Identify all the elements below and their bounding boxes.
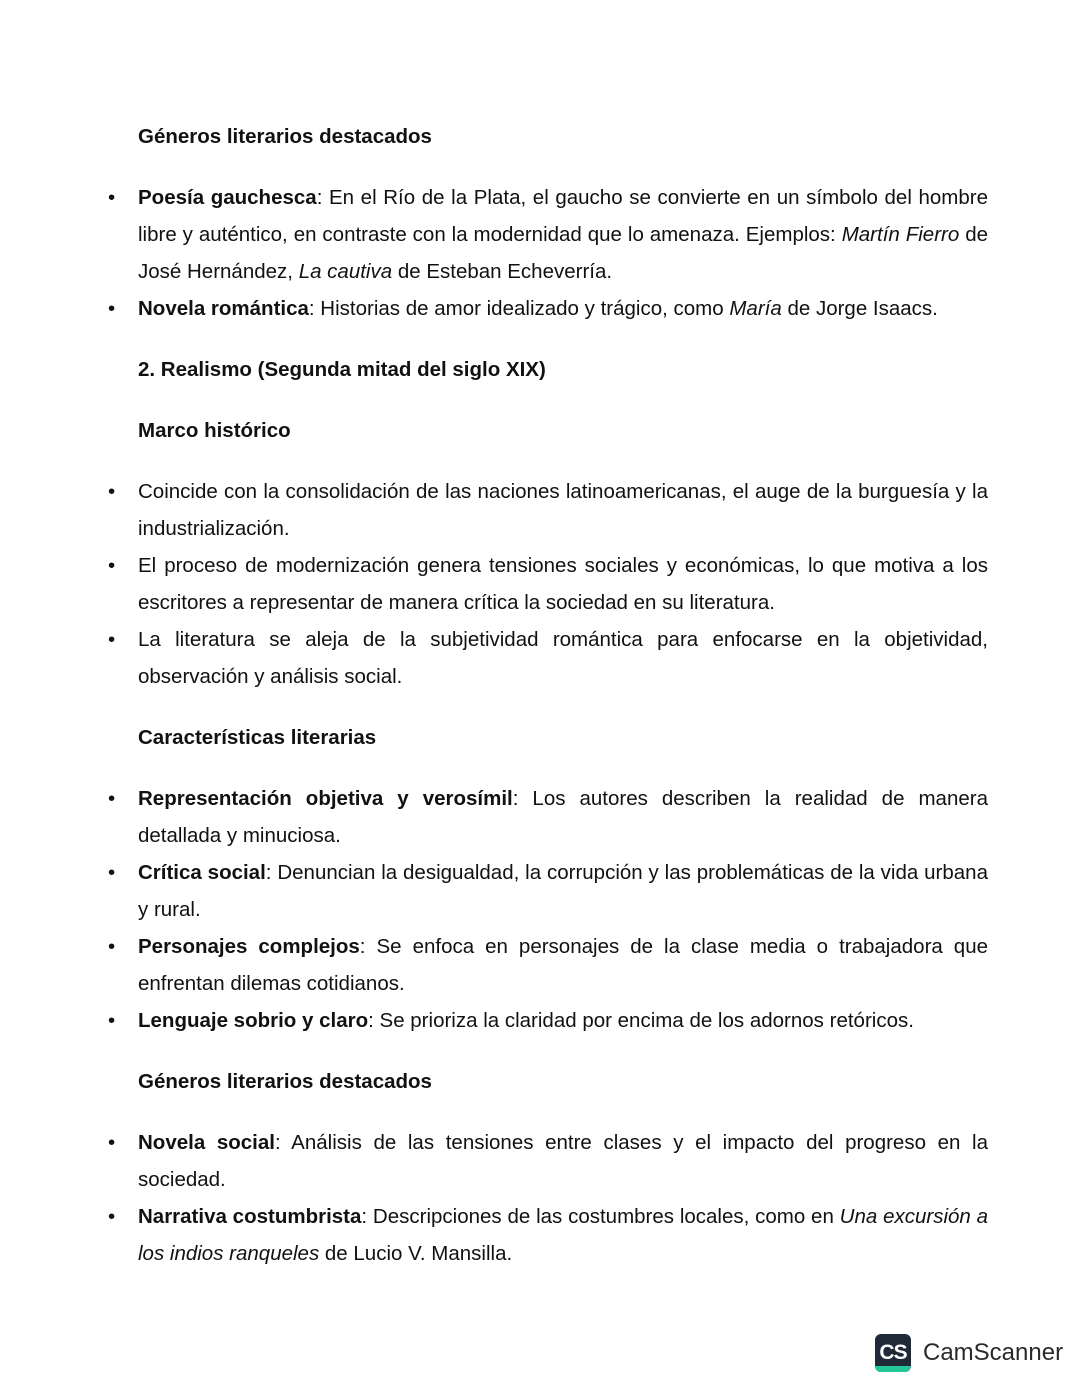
item-text: de José Hernández, [138, 223, 989, 283]
item-term: Narrativa costumbrista [138, 1205, 362, 1228]
list-item [108, 547, 988, 621]
item-text: de Esteban Echeverría. [392, 260, 613, 283]
bullet-list [108, 1124, 989, 1272]
section-heading: Géneros literarios destacados [138, 1070, 432, 1093]
camscanner-text: CamScanner [923, 1339, 1064, 1366]
bullet-icon: • [108, 1131, 116, 1154]
bullet-icon: • [108, 628, 116, 651]
work-title: María [729, 297, 782, 320]
list-item [108, 621, 988, 695]
work-title: Martín Fierro [841, 223, 960, 246]
work-title: La cautiva [298, 260, 393, 283]
list-item [108, 473, 988, 547]
item-term: Poesía gauchesca [138, 186, 317, 209]
camscanner-watermark [875, 1334, 1063, 1372]
item-term: Novela romántica [138, 297, 309, 320]
work-title: Una excursión a los indios ranqueles [138, 1205, 989, 1265]
item-text: El proceso de modernización genera tensiones sociales y económicas, lo que motiva a los escritores a representar de manera crítica la sociedad en su literatura. [138, 554, 988, 614]
item-text: : En el Río de la Plata, el gaucho se convierte en un símbolo del hombre libre y auténtico, en contraste con la modernidad que lo amenaza. Ejemplos: [138, 186, 988, 246]
bullet-icon: • [108, 861, 116, 884]
item-text: de Lucio V. Mansilla. [319, 1242, 513, 1265]
bullet-icon: • [108, 186, 116, 209]
bullet-list [108, 473, 988, 695]
bullet-icon: • [108, 554, 116, 577]
item-text: : Descripciones de las costumbres locales, como en [361, 1205, 840, 1228]
bullet-list [108, 780, 989, 1039]
list-item [108, 179, 989, 290]
list-item [108, 928, 989, 1002]
item-text: Coincide con la consolidación de las naciones latinoamericanas, el auge de la burguesía y la industrialización. [138, 480, 988, 540]
section-heading: Marco histórico [138, 419, 291, 442]
bullet-list [108, 179, 989, 327]
item-text: : Los autores describen la realidad de manera detallada y minuciosa. [138, 787, 988, 847]
list-item [108, 290, 988, 327]
item-term: Representación objetiva y verosímil [138, 787, 513, 810]
item-text: : Denuncian la desigualdad, la corrupción y las problemáticas de la vida urbana y rural. [138, 861, 988, 921]
bullet-icon: • [108, 935, 116, 958]
section-heading: 2. Realismo (Segunda mitad del siglo XIX) [138, 358, 546, 381]
list-item [108, 1198, 989, 1272]
document-body [108, 118, 989, 1296]
item-term: Lenguaje sobrio y claro [138, 1009, 369, 1032]
list-item [108, 854, 988, 928]
bullet-icon: • [108, 297, 116, 320]
item-text: : Se prioriza la claridad por encima de los adornos retóricos. [368, 1009, 914, 1032]
item-term: Novela social [138, 1131, 275, 1154]
item-text: : Se enfoca en personajes de la clase media o trabajadora que enfrentan dilemas cotidianos. [138, 935, 989, 995]
item-text: La literatura se aleja de la subjetividad romántica para enfocarse en la objetividad, observación y análisis social. [138, 628, 988, 688]
bullet-icon: • [108, 1009, 116, 1032]
section-heading: Géneros literarios destacados [138, 125, 432, 148]
section-heading: Características literarias [138, 726, 377, 749]
list-item [108, 1002, 988, 1039]
item-text: : Análisis de las tensiones entre clases y el impacto del progreso en la sociedad. [138, 1131, 988, 1191]
camscanner-logo-icon: CS [875, 1334, 911, 1372]
bullet-icon: • [108, 787, 116, 810]
bullet-icon: • [108, 1205, 116, 1228]
list-item [108, 780, 988, 854]
list-item [108, 1124, 988, 1198]
bullet-icon: • [108, 480, 116, 503]
item-text: de Jorge Isaacs. [781, 297, 938, 320]
item-text: : Historias de amor idealizado y trágico, como [308, 297, 730, 320]
item-term: Personajes complejos [138, 935, 360, 958]
item-term: Crítica social [138, 861, 266, 884]
